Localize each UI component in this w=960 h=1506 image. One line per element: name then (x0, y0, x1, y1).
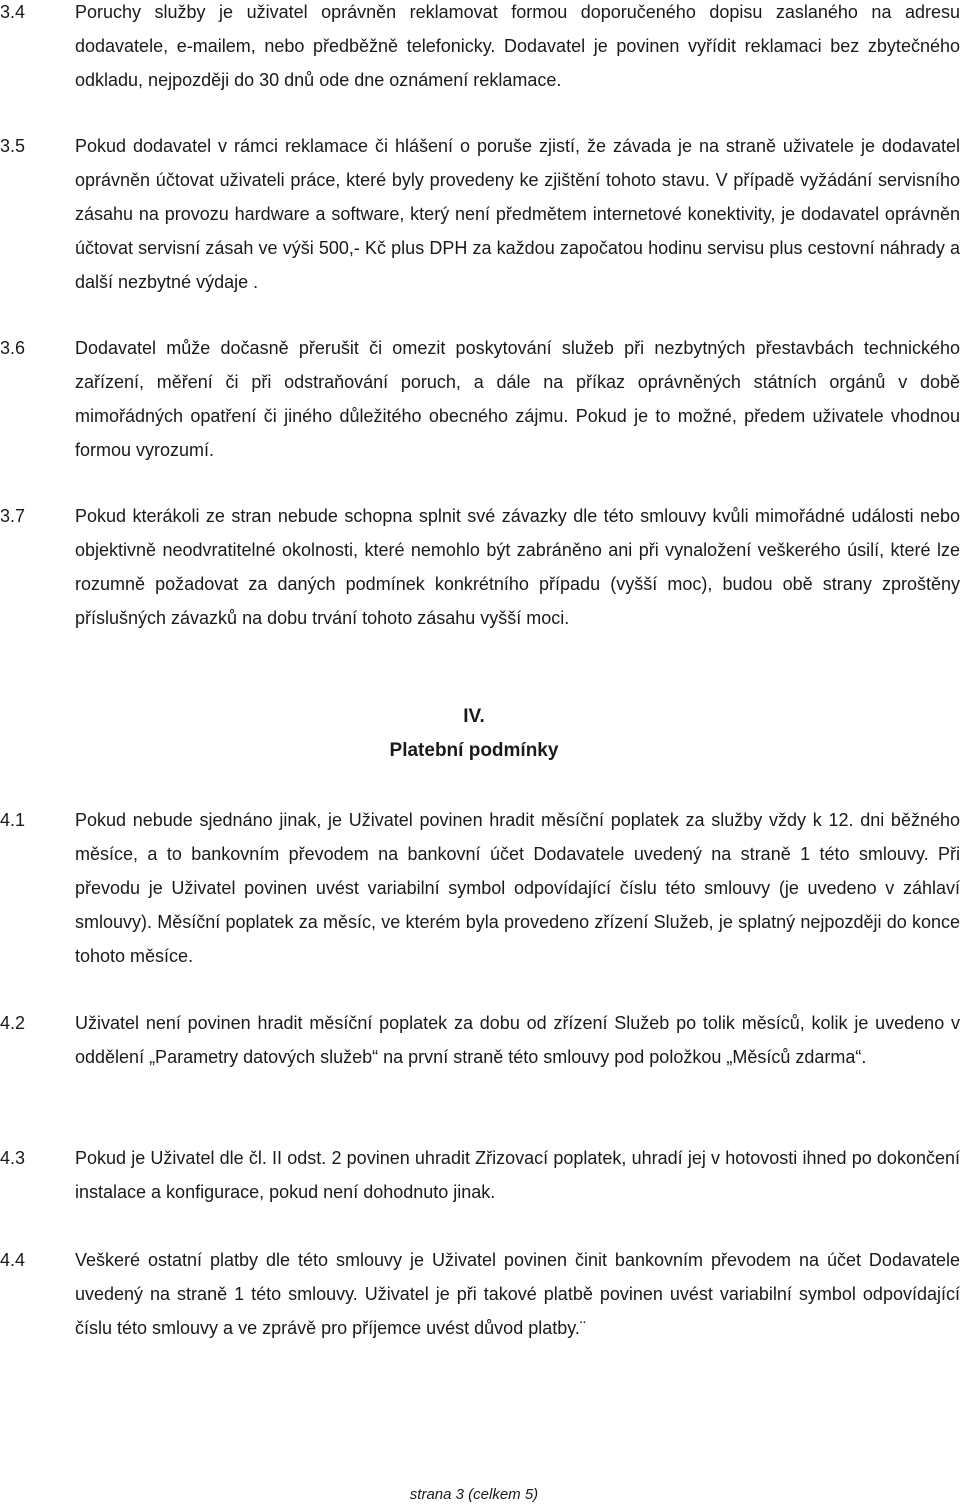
page-footer: strana 3 (celkem 5) (409, 1486, 539, 1503)
clause-text: Veškeré ostatní platby dle této smlouvy je Uživatel povinen činit bankovním převodem na účet Dodavatele uvedený na straně 1 této smlouvy. Uživatel je při takové platbě povinen uvést variabilní symbol odpovídající číslu této smlouvy a ve zprávě pro příjemce uvést důvod platby.¨ (75, 1250, 960, 1338)
clause-number: 3.7 (0, 506, 26, 526)
clause-3-4 (0, 0, 960, 97)
clause-text: Dodavatel může dočasně přerušit či omezit poskytování služeb při nezbytných přestavbách technického zařízení, měření či při odstraňování poruch, a dále na příkaz oprávněných státních orgánů v době mimořádných opatření či jiného důležitého obecného zájmu. Pokud je to možné, předem uživatele vhodnou formou vyrozumí. (75, 338, 960, 460)
clause-3-7 (0, 499, 960, 635)
clause-3-6 (0, 331, 960, 467)
section-number: IV. (463, 706, 485, 727)
clause-number: 4.2 (0, 1013, 26, 1033)
clause-text: Pokud nebude sjednáno jinak, je Uživatel povinen hradit měsíční poplatek za služby vždy k 12. dni běžného měsíce, a to bankovním převodem na bankovní účet Dodavatele uvedený na straně 1 této smlouvy. Při převodu je Uživatel povinen uvést variabilní symbol odpovídající číslu této smlouvy (je uvedeno v záhlaví smlouvy). Měsíční poplatek za měsíc, ve kterém byla provedeno zřízení Služeb, je splatný nejpozději do konce tohoto měsíce. (75, 810, 960, 966)
clause-number: 4.3 (0, 1148, 26, 1168)
clause-text: Poruchy služby je uživatel oprávněn reklamovat formou doporučeného dopisu zaslaného na adresu dodavatele, e-mailem, nebo předběžně telefonicky. Dodavatel je povinen vyřídit reklamaci bez zbytečného odkladu, nejpozději do 30 dnů ode dne oznámení reklamace. (75, 2, 960, 90)
clause-number: 3.6 (0, 338, 26, 358)
clause-number: 4.1 (0, 810, 26, 830)
clause-text: Pokud dodavatel v rámci reklamace či hlášení o poruše zjistí, že závada je na straně uživatele je dodavatel oprávněn účtovat uživateli práce, které byly provedeny ke zjištění tohoto stavu. V případě vyžádání servisního zásahu na provozu hardware a software, který není předmětem internetové konektivity, je dodavatel oprávněn účtovat servisní zásah ve výši 500,- Kč plus DPH za každou započatou hodinu servisu plus cestovní náhrady a další nezbytné výdaje . (75, 136, 960, 292)
clause-text: Uživatel není povinen hradit měsíční poplatek za dobu od zřízení Služeb po tolik měsíců, kolik je uvedeno v oddělení „Parametry datových služeb“ na první straně této smlouvy pod položkou „Měsíců zdarma“. (75, 1013, 960, 1067)
clause-4-2 (0, 1006, 960, 1074)
clause-3-5 (0, 129, 960, 299)
clause-text: Pokud kterákoli ze stran nebude schopna splnit své závazky dle této smlouvy kvůli mimořádné události nebo objektivně neodvratitelné okolnosti, které nemohlo být zabráněno ani při vynaložení veškerého úsilí, které lze rozumně požadovat za daných podmínek konkrétního případu (vyšší moc), budou obě strany zproštěny příslušných závazků na dobu trvání tohoto zásahu vyšší moci. (75, 506, 960, 628)
clause-4-4 (0, 1243, 960, 1345)
section-title: Platební podmínky (389, 740, 559, 761)
clause-4-3 (0, 1141, 960, 1209)
clause-text: Pokud je Uživatel dle čl. II odst. 2 povinen uhradit Zřizovací poplatek, uhradí jej v hotovosti ihned po dokončení instalace a konfigurace, pokud není dohodnuto jinak. (75, 1148, 960, 1202)
clause-number: 3.5 (0, 136, 26, 156)
clause-number: 3.4 (0, 2, 26, 22)
clause-4-1 (0, 803, 960, 973)
clause-number: 4.4 (0, 1250, 26, 1270)
